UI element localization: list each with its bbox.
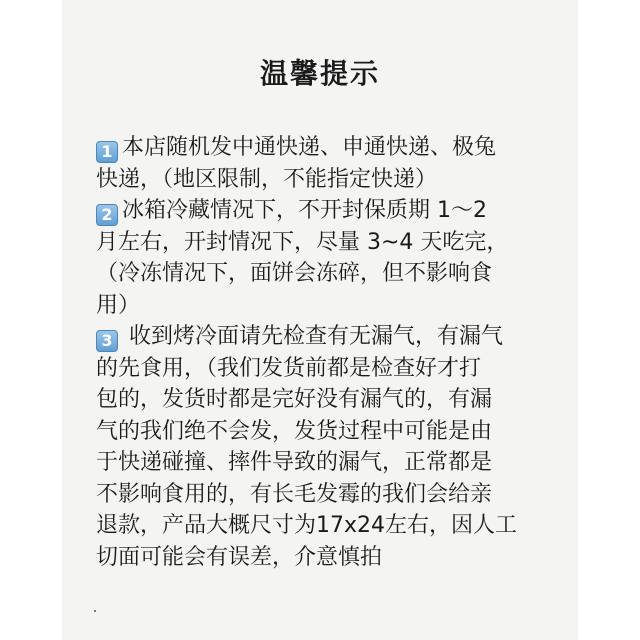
notice-line-7 (96, 321, 586, 353)
notice-text: 不影响食用的，有长毛发霉的我们会给亲 (96, 481, 493, 507)
notice-line-1 (96, 132, 586, 164)
notice-text: 气的我们绝不会发，发货过程中可能是由 (96, 418, 493, 444)
notice-text: 切面可能会有误差，介意慎拍 (96, 544, 383, 570)
number-2-icon: 2 (96, 204, 118, 226)
notice-line-9 (96, 384, 586, 416)
notice-text: 月左右，开封情况下，尽量 3~4 天吃完， (96, 229, 509, 255)
notice-text: 用） (96, 292, 141, 318)
notice-line-8 (96, 353, 586, 385)
notice-line-6 (96, 290, 586, 322)
notice-line-10 (96, 416, 586, 448)
notice-text: 收到烤冷面请先检查有无漏气，有漏气 (122, 324, 503, 349)
notice-text: 快递，（地区限制，不能指定快递） (96, 166, 438, 192)
number-1-icon: 1 (96, 141, 118, 163)
notice-card (62, 0, 578, 640)
notice-text: 本店随机发中通快递、申通快递、极兔 (122, 135, 497, 160)
notice-line-14 (96, 542, 586, 574)
notice-text: 的先食用，（我们发货前都是检查好才打 (96, 355, 482, 381)
notice-text: 冰箱冷藏情况下，不开封保质期 1～2 (122, 198, 487, 223)
notice-body (96, 132, 586, 573)
notice-line-2 (96, 164, 586, 196)
notice-line-3 (96, 195, 586, 227)
notice-text: 退款，产品大概尺寸为17x24左右，因人工 (96, 513, 518, 538)
page-title: 温馨提示 (259, 57, 380, 90)
notice-line-5 (96, 258, 586, 290)
speck-dot (94, 610, 96, 612)
notice-line-11 (96, 447, 586, 479)
notice-text: （冷冻情况下，面饼会冻碎，但不影响食 (96, 261, 493, 286)
number-3-icon: 3 (96, 330, 118, 352)
notice-line-4 (96, 227, 586, 259)
notice-line-13 (96, 510, 586, 542)
notice-text: 于快递碰撞、摔件导致的漏气，正常都是 (96, 450, 493, 475)
notice-text: 包的，发货时都是完好没有漏气的，有漏 (96, 387, 493, 412)
notice-line-12 (96, 479, 586, 511)
